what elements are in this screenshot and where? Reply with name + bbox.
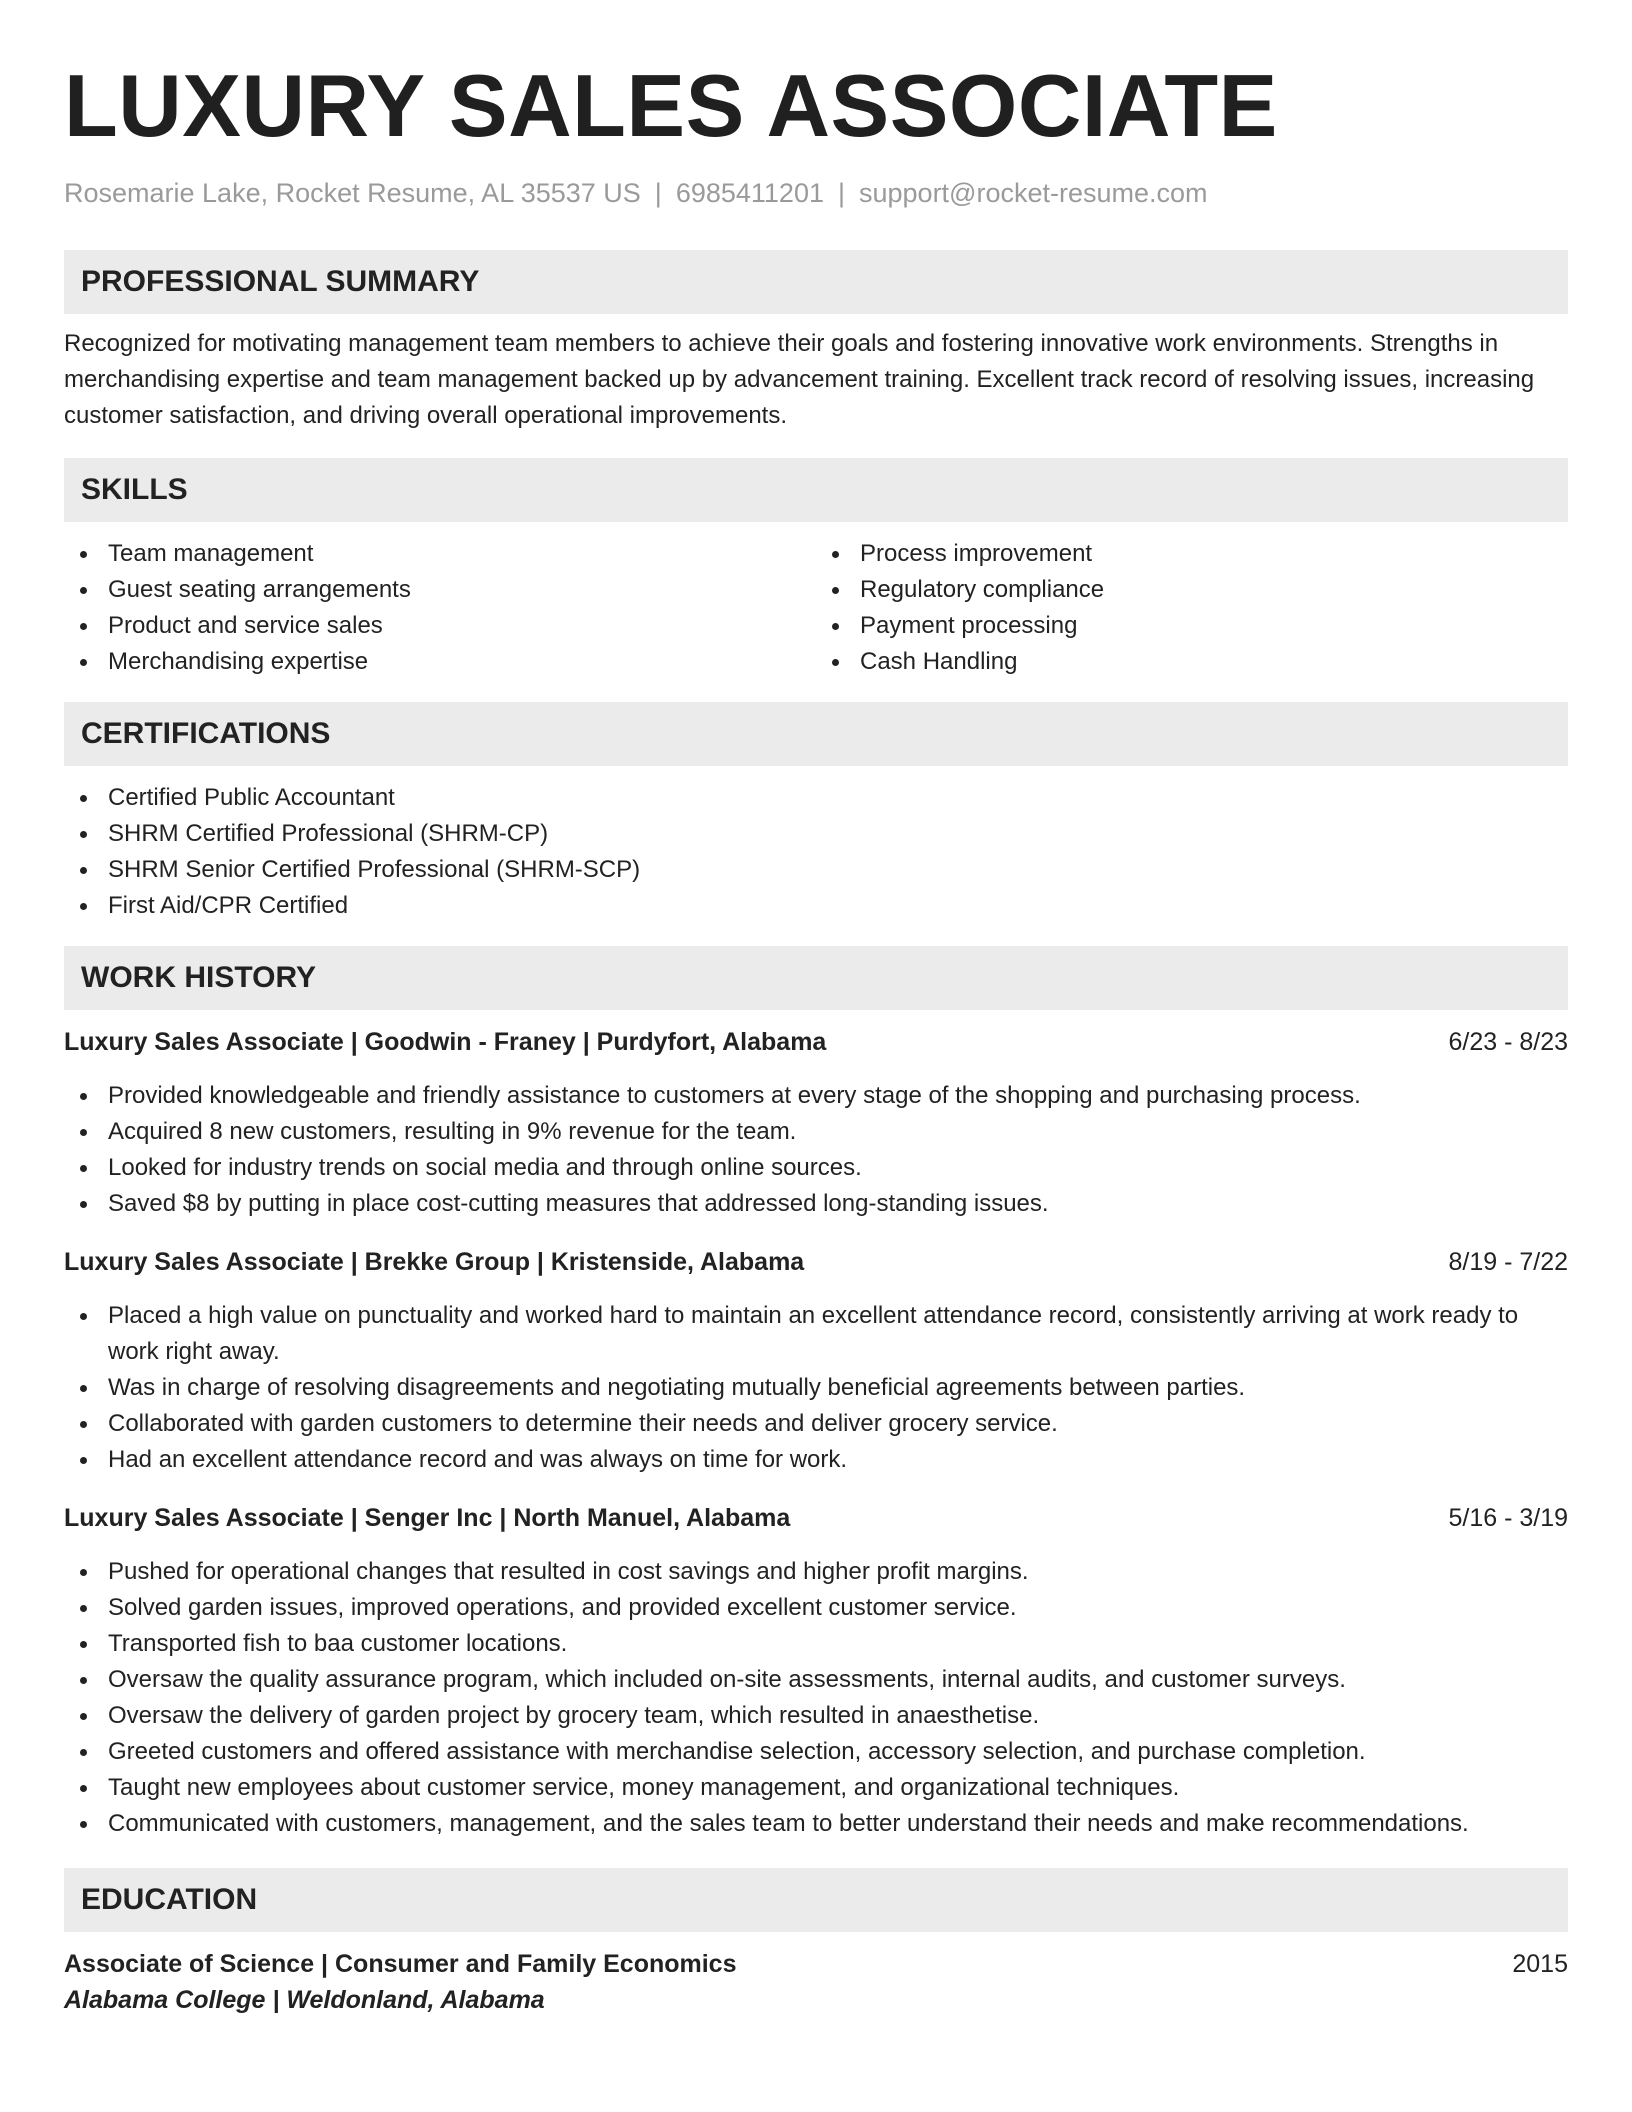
certifications-list (64, 780, 1568, 924)
list-item: Saved $8 by putting in place cost-cutting measures that addressed long-standing issues. (64, 1186, 1568, 1222)
list-item: Certified Public Accountant (64, 780, 1568, 816)
resume-title: LUXURY SALES ASSOCIATE (64, 56, 1278, 155)
skills-list (64, 536, 1568, 680)
job-dates: 5/16 - 3/19 (1448, 1504, 1568, 1532)
list-item: Had an excellent attendance record and was always on time for work. (64, 1442, 1568, 1478)
contact-separator: | (654, 178, 662, 208)
list-item: Guest seating arrangements (64, 572, 816, 608)
section-heading-work-history: WORK HISTORY (64, 946, 1568, 1010)
list-item: Placed a high value on punctuality and worked hard to maintain an excellent attendance record, consistently arriving at work ready to work right away. (64, 1298, 1568, 1370)
section-heading-certifications: CERTIFICATIONS (64, 702, 1568, 766)
contact-separator: | (837, 178, 845, 208)
list-item: Acquired 8 new customers, resulting in 9% revenue for the team. (64, 1114, 1568, 1150)
list-item: Taught new employees about customer service, money management, and organizational techniques. (64, 1770, 1568, 1806)
section-heading-summary: PROFESSIONAL SUMMARY (64, 250, 1568, 314)
list-item: Oversaw the delivery of garden project by grocery team, which resulted in anaesthetise. (64, 1698, 1568, 1734)
job-title: Luxury Sales Associate | Senger Inc | North Manuel, Alabama (64, 1504, 791, 1532)
job-bullets (64, 1554, 1568, 1842)
list-item: First Aid/CPR Certified (64, 888, 1568, 924)
job-dates: 8/19 - 7/22 (1448, 1248, 1568, 1276)
job-bullets (64, 1298, 1568, 1478)
list-item: Solved garden issues, improved operations, and provided excellent customer service. (64, 1590, 1568, 1626)
list-item: Was in charge of resolving disagreements and negotiating mutually beneficial agreements between parties. (64, 1370, 1568, 1406)
list-item: Team management (64, 536, 816, 572)
list-item: Looked for industry trends on social media and through online sources. (64, 1150, 1568, 1186)
job-title: Luxury Sales Associate | Brekke Group | Kristenside, Alabama (64, 1248, 805, 1276)
job-dates: 6/23 - 8/23 (1448, 1028, 1568, 1056)
contact-line (64, 176, 1568, 210)
list-item: Merchandising expertise (64, 644, 816, 680)
list-item: Payment processing (816, 608, 1568, 644)
list-item: Oversaw the quality assurance program, which included on-site assessments, internal audits, and customer surveys. (64, 1662, 1568, 1698)
list-item: Collaborated with garden customers to determine their needs and deliver grocery service. (64, 1406, 1568, 1442)
work-history-list (64, 1024, 1568, 1842)
list-item: Greeted customers and offered assistance with merchandise selection, accessory selection, and purchase completion. (64, 1734, 1568, 1770)
skills-column-right (816, 536, 1568, 680)
education-degree: Associate of Science | Consumer and Family Economics (64, 1950, 737, 1978)
list-item: Regulatory compliance (816, 572, 1568, 608)
job-header (64, 1500, 1568, 1536)
list-item: Communicated with customers, management, and the sales team to better understand their needs and make recommendations. (64, 1806, 1568, 1842)
list-item: Provided knowledgeable and friendly assistance to customers at every stage of the shopping and purchasing process. (64, 1078, 1568, 1114)
job-header (64, 1024, 1568, 1060)
list-item: Process improvement (816, 536, 1568, 572)
education-entry (64, 1946, 1568, 1982)
list-item: SHRM Certified Professional (SHRM-CP) (64, 816, 1568, 852)
list-item: Pushed for operational changes that resulted in cost savings and higher profit margins. (64, 1554, 1568, 1590)
summary-text: Recognized for motivating management team members to achieve their goals and fostering innovative work environments. Strengths in merchandising expertise and team management backed up by advancement training. Excellent track record of resolving issues, increasing customer satisfaction, and driving overall operational improvements. (64, 330, 1535, 429)
list-item: Cash Handling (816, 644, 1568, 680)
job-entry (64, 1024, 1568, 1222)
job-entry (64, 1500, 1568, 1842)
list-item: Product and service sales (64, 608, 816, 644)
contact-email: support@rocket-resume.com (859, 178, 1208, 208)
job-title: Luxury Sales Associate | Goodwin - Franey | Purdyfort, Alabama (64, 1028, 827, 1056)
contact-phone: 6985411201 (675, 178, 824, 208)
section-heading-education: EDUCATION (64, 1868, 1568, 1932)
section-heading-skills: SKILLS (64, 458, 1568, 522)
list-item: SHRM Senior Certified Professional (SHRM-SCP) (64, 852, 1568, 888)
education-school: Alabama College | Weldonland, Alabama (64, 1986, 545, 2014)
education-year: 2015 (1512, 1950, 1568, 1978)
job-bullets (64, 1078, 1568, 1222)
job-header (64, 1244, 1568, 1280)
job-entry (64, 1244, 1568, 1478)
contact-address: Rosemarie Lake, Rocket Resume, AL 35537 US (64, 178, 641, 208)
list-item: Transported fish to baa customer locations. (64, 1626, 1568, 1662)
skills-column-left (64, 536, 816, 680)
